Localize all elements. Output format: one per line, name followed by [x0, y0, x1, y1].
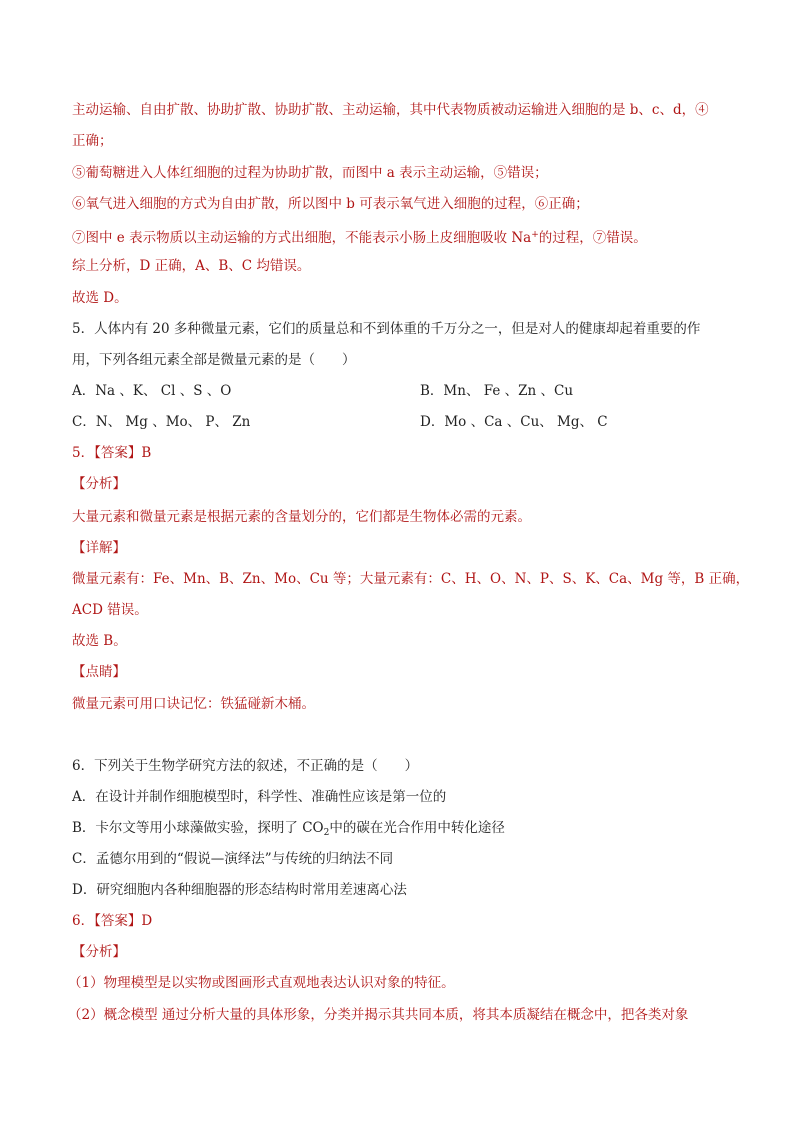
q6-option-b: [72, 818, 505, 843]
q5-tip-text: 微量元素可用口诀记忆：铁猛碰新木桶。: [72, 696, 315, 712]
q5-detail-label: 【详解】: [72, 540, 126, 556]
q5-answer: 5．【答案】B: [72, 445, 152, 461]
q6-option-a: A．在设计并制作细胞模型时，科学性、准确性应该是第一位的: [72, 789, 447, 805]
q6-analysis-label: 【分析】: [72, 944, 126, 960]
q5-analysis-label: 【分析】: [72, 476, 126, 492]
q5-stem-line-1: 5．人体内有 20 多种微量元素，它们的质量总和不到体重的千万分之一，但是对人的健康却起着重要的作: [72, 321, 701, 337]
q6-option-b-pre: B．卡尔文等用小球藻做实验，探明了 CO: [72, 820, 324, 836]
prev-answer-summary: 综上分析，D 正确，A、B、C 均错误。: [72, 258, 311, 274]
sodium-superscript: +: [531, 230, 539, 240]
q5-option-d: D．Mo 、Ca 、Cu、 Mg、 C: [420, 414, 608, 430]
q5-option-b: B．Mn、 Fe 、Zn 、Cu: [420, 383, 574, 399]
q6-analysis-line-2: （2）概念模型 通过分析大量的具体形象，分类并揭示其共同本质，将其本质凝结在概念中，把各类对象: [68, 1007, 689, 1023]
prev-answer-line-2: 正确；: [72, 133, 113, 149]
prev-answer-line-5: [72, 225, 647, 248]
q5-analysis-text: 大量元素和微量元素是根据元素的含量划分的，它们都是生物体必需的元素。: [72, 509, 531, 525]
q5-option-a: A．Na 、K、 Cl 、S 、O: [72, 383, 232, 399]
q5-options-row-2: [72, 412, 608, 432]
q5-detail-line-2: ACD 错误。: [72, 602, 148, 618]
q5-detail-line-1: 微量元素有：Fe、Mn、B、Zn、Mo、Cu 等；大量元素有：C、H、O、N、P、S、K、Ca、Mg 等，B 正确，: [72, 571, 750, 587]
q6-option-d: D．研究细胞内各种细胞器的形态结构时常用差速离心法: [72, 882, 407, 898]
q5-choice: 故选 B。: [72, 633, 127, 649]
prev-answer-line-4: ⑥氧气进入细胞的方式为自由扩散，所以图中 b 可表示氧气进入细胞的过程，⑥正确；: [72, 196, 589, 212]
q6-stem: 6．下列关于生物学研究方法的叙述，不正确的是（ ）: [72, 758, 419, 774]
q5-options-row-1: [72, 381, 574, 401]
co2-subscript: 2: [323, 828, 330, 838]
q5-stem-line-2: 用，下列各组元素全部是微量元素的是（ ）: [72, 352, 356, 368]
prev-answer-line-1: 主动运输、自由扩散、协助扩散、协助扩散、主动运输，其中代表物质被动运输进入细胞的是 b、c、d，④: [72, 102, 709, 118]
q6-analysis-line-1: （1）物理模型是以实物或图画形式直观地表达认识对象的特征。: [68, 975, 455, 991]
q5-tip-label: 【点睛】: [72, 664, 126, 680]
prev-answer-line-3: ⑤葡萄糖进入人体红细胞的过程为协助扩散，而图中 a 表示主动运输，⑤错误；: [72, 165, 548, 181]
prev-answer-line-5-post: 的过程，⑦错误。: [538, 230, 647, 246]
q6-option-b-post: 中的碳在光合作用中转化途径: [329, 820, 505, 836]
prev-answer-choice: 故选 D。: [72, 290, 128, 306]
q6-answer: 6．【答案】D: [72, 913, 153, 929]
q5-option-c: C．N、 Mg 、Mo、 P、 Zn: [72, 414, 251, 430]
prev-answer-line-5-pre: ⑦图中 e 表示物质以主动运输的方式出细胞，不能表示小肠上皮细胞吸收 Na: [72, 230, 532, 246]
q6-option-c: C．孟德尔用到的“假说—演绎法”与传统的归纳法不同: [72, 851, 394, 867]
